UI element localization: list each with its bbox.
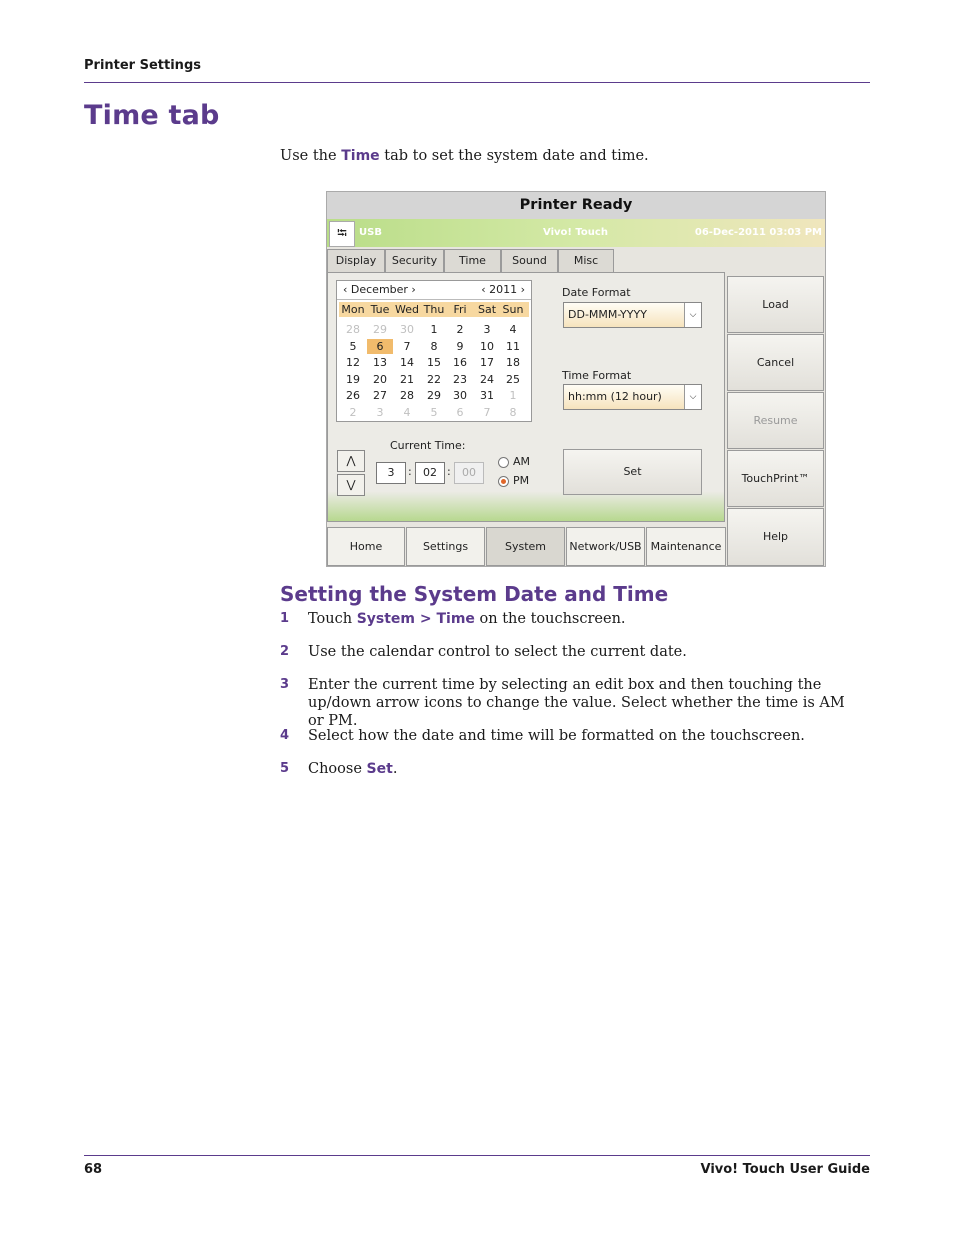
calendar-day[interactable]: 1: [430, 323, 438, 336]
calendar-day-outside: 8: [509, 406, 517, 419]
tab-time[interactable]: Time: [444, 249, 501, 273]
time-format-value: hh:mm (12 hour): [568, 390, 662, 403]
calendar-day[interactable]: 17: [480, 356, 494, 369]
am-radio[interactable]: [498, 457, 509, 468]
calendar-day[interactable]: 7: [403, 340, 411, 353]
pm-radio[interactable]: [498, 476, 509, 487]
calendar-weekday: Wed: [395, 303, 419, 316]
calendar-day[interactable]: 30: [453, 389, 467, 402]
tab-misc[interactable]: Misc: [558, 249, 614, 273]
calendar-day-outside: 2: [349, 406, 357, 419]
nav-system[interactable]: System: [486, 527, 565, 566]
section-heading: Setting the System Date and Time: [280, 582, 669, 606]
calendar-day-outside: 1: [509, 389, 517, 402]
calendar-day[interactable]: 29: [427, 389, 441, 402]
page-title: Time tab: [84, 100, 220, 131]
intro-paragraph: Use the Time tab to set the system date and time.: [280, 148, 649, 164]
status-bar: [327, 219, 825, 247]
calendar-day[interactable]: 3: [483, 323, 491, 336]
nav-home[interactable]: Home: [327, 527, 405, 566]
usb-icon: ⭾: [329, 221, 355, 247]
calendar-day[interactable]: 24: [480, 373, 494, 386]
calendar-weekday: Mon: [341, 303, 365, 316]
header-rule: [84, 82, 870, 83]
date-format-label: Date Format: [562, 286, 631, 299]
calendar-day-outside: 3: [376, 406, 384, 419]
calendar-day-outside: 5: [430, 406, 438, 419]
calendar-day[interactable]: 25: [506, 373, 520, 386]
calendar-day-outside: 4: [403, 406, 411, 419]
calendar-day-outside: 6: [456, 406, 464, 419]
page-number: 68: [84, 1162, 103, 1177]
calendar-weekday: Thu: [423, 303, 445, 316]
step-4: 4 Select how the date and time will be formatted on the touchscreen.: [280, 728, 805, 744]
calendar-day[interactable]: 27: [373, 389, 387, 402]
calendar-day[interactable]: 14: [400, 356, 414, 369]
calendar-header: [337, 281, 531, 300]
calendar-day-outside: 30: [400, 323, 414, 336]
tab-security[interactable]: Security: [385, 249, 444, 273]
up-arrow-button[interactable]: ⋀: [337, 450, 365, 472]
calendar-day[interactable]: 28: [400, 389, 414, 402]
chevron-down-icon: ⌵: [684, 385, 701, 409]
date-format-value: DD-MMM-YYYY: [568, 308, 647, 321]
calendar-day[interactable]: 4: [509, 323, 517, 336]
pm-label: PM: [513, 474, 530, 487]
chevron-down-icon: ⌵: [684, 303, 701, 327]
calendar-day[interactable]: 12: [346, 356, 360, 369]
step-3: 3 Enter the current time by selecting an edit box and then touching the up/down arrow icons to change the value. Select whether the time is AM or PM.: [280, 677, 845, 729]
calendar-day[interactable]: 8: [430, 340, 438, 353]
calendar-weekday: Sun: [502, 303, 524, 316]
calendar-day[interactable]: 21: [400, 373, 414, 386]
hour-input[interactable]: 3: [376, 462, 406, 484]
calendar-day[interactable]: 11: [506, 340, 520, 353]
calendar-day[interactable]: 18: [506, 356, 520, 369]
calendar-day[interactable]: 2: [456, 323, 464, 336]
calendar-weekday: Fri: [453, 303, 467, 316]
nav-maintenance[interactable]: Maintenance: [646, 527, 726, 566]
calendar-day[interactable]: 5: [349, 340, 357, 353]
set-button[interactable]: Set: [563, 449, 702, 495]
step-5: 5 Choose Set.: [280, 761, 398, 777]
calendar-day[interactable]: 22: [427, 373, 441, 386]
calendar-day-outside: 29: [373, 323, 387, 336]
calendar-day-outside: 7: [483, 406, 491, 419]
resume-button: Resume: [727, 392, 824, 449]
nav-settings[interactable]: Settings: [406, 527, 485, 566]
calendar-day[interactable]: 31: [480, 389, 494, 402]
calendar-weekday: Sat: [477, 303, 497, 316]
status-printer-name: Vivo! Touch: [543, 227, 608, 238]
status-usb: USB: [359, 227, 382, 238]
cancel-button[interactable]: Cancel: [727, 334, 824, 391]
status-datetime: 06-Dec-2011 03:03 PM: [694, 227, 822, 238]
running-header: Printer Settings: [84, 58, 201, 73]
footer-title: Vivo! Touch User Guide: [700, 1162, 870, 1177]
calendar-month-selector[interactable]: ‹ December ›: [343, 283, 416, 296]
touchscreen-screenshot: [326, 191, 826, 567]
footer-rule: [84, 1155, 870, 1156]
date-format-select[interactable]: [563, 302, 702, 328]
calendar-day[interactable]: 23: [453, 373, 467, 386]
time-format-label: Time Format: [562, 369, 632, 382]
calendar-weekday: Tue: [370, 303, 390, 316]
minute-input[interactable]: 02: [415, 462, 445, 484]
down-arrow-button[interactable]: ⋁: [337, 474, 365, 496]
calendar-day[interactable]: 10: [480, 340, 494, 353]
calendar-day[interactable]: 16: [453, 356, 467, 369]
time-separator: :: [408, 465, 412, 478]
calendar: [336, 280, 532, 422]
am-label: AM: [513, 455, 531, 468]
nav-network-usb[interactable]: Network/USB: [566, 527, 645, 566]
tab-display[interactable]: Display: [327, 249, 385, 273]
intro-highlight: Time: [341, 148, 380, 164]
current-time-label: Current Time:: [390, 439, 466, 452]
calendar-day[interactable]: 9: [456, 340, 464, 353]
load-button[interactable]: Load: [727, 276, 824, 333]
help-button[interactable]: Help: [727, 508, 824, 566]
time-separator: :: [447, 465, 451, 478]
time-format-select[interactable]: [563, 384, 702, 410]
calendar-day[interactable]: 6: [367, 339, 393, 354]
calendar-day[interactable]: 15: [427, 356, 441, 369]
second-input: 00: [454, 462, 484, 484]
step-2: 2 Use the calendar control to select the current date.: [280, 644, 687, 660]
tab-sound[interactable]: Sound: [501, 249, 558, 273]
calendar-day[interactable]: 26: [346, 389, 360, 402]
calendar-day[interactable]: 20: [373, 373, 387, 386]
calendar-day-outside: 28: [346, 323, 360, 336]
calendar-day[interactable]: 13: [373, 356, 387, 369]
calendar-year-selector[interactable]: ‹ 2011 ›: [481, 283, 525, 296]
calendar-day[interactable]: 19: [346, 373, 360, 386]
step-1: 1 Touch System > Time on the touchscreen.: [280, 611, 626, 627]
touchprint-button[interactable]: TouchPrint™: [727, 450, 824, 507]
screen-title: Printer Ready: [327, 192, 825, 219]
